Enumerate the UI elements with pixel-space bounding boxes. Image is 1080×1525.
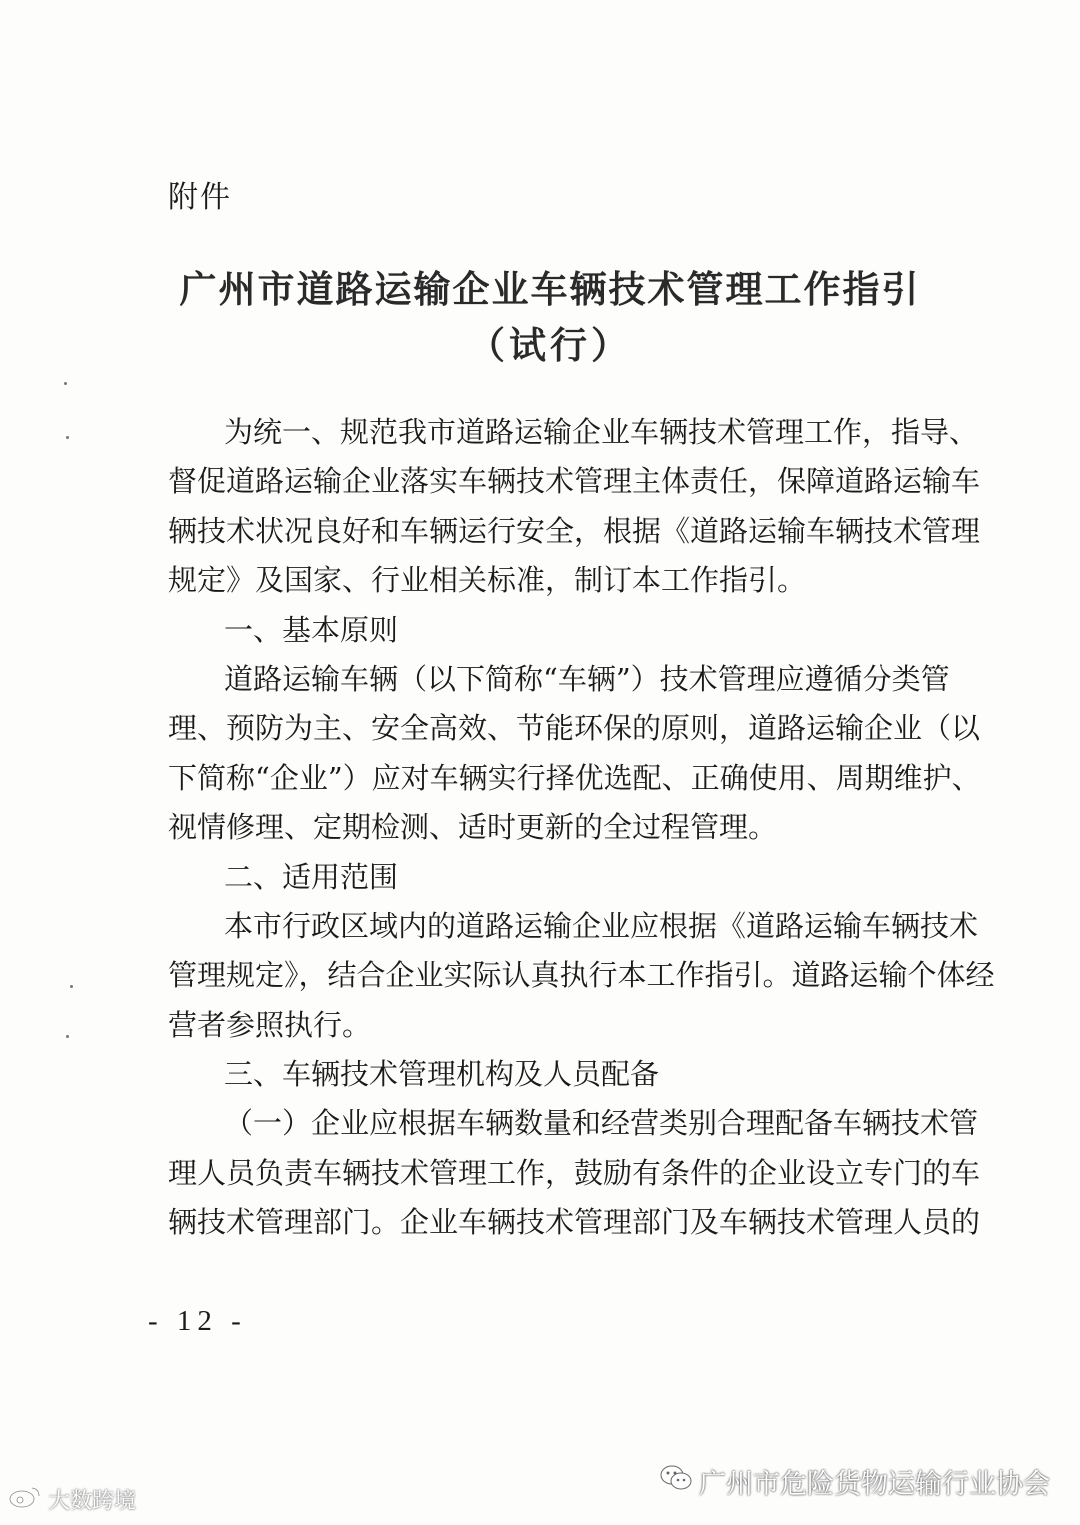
document-body bbox=[168, 408, 995, 1248]
paragraph-line: 营者参照执行。 bbox=[168, 1007, 372, 1042]
paragraph-line: 理、预防为主、安全高效、节能环保的原则，道路运输企业（以 bbox=[168, 711, 981, 746]
weibo-logo-icon bbox=[8, 1485, 42, 1515]
wechat-logo-icon bbox=[659, 1464, 693, 1499]
paragraph-line: 理人员负责车辆技术管理工作，鼓励有条件的企业设立专门的车 bbox=[168, 1155, 981, 1190]
paragraph-line: 辆技术状况良好和车辆运行安全，根据《道路运输车辆技术管理 bbox=[168, 513, 981, 548]
document-title: 广州市道路运输企业车辆技术管理工作指引 bbox=[179, 268, 921, 311]
paragraph-line: （一）企业应根据车辆数量和经营类别合理配备车辆技术管 bbox=[224, 1106, 979, 1141]
paragraph-line: 下简称“企业”）应对车辆实行择优选配、正确使用、周期维护、 bbox=[168, 760, 981, 795]
paragraph-line: 辆技术管理部门。企业车辆技术管理部门及车辆技术管理人员的 bbox=[168, 1205, 981, 1240]
scan-speck bbox=[66, 1035, 69, 1038]
paragraph-line: 道路运输车辆（以下简称“车辆”）技术管理应遵循分类管 bbox=[224, 661, 950, 696]
section-heading: 二、适用范围 bbox=[224, 859, 399, 894]
paragraph-line: 管理规定》，结合企业实际认真执行本工作指引。道路运输个体经 bbox=[168, 958, 995, 993]
paragraph-line: 督促道路运输企业落实车辆技术管理主体责任，保障道路运输车 bbox=[168, 464, 981, 499]
document-subtitle: （试行） bbox=[468, 324, 632, 367]
watermark-left bbox=[8, 1484, 136, 1515]
watermark-left-text: 大数跨境 bbox=[48, 1489, 137, 1514]
scan-speck bbox=[66, 436, 69, 439]
scan-speck bbox=[70, 985, 73, 988]
watermark-right bbox=[659, 1462, 1050, 1501]
paragraph-line: 规定》及国家、行业相关标准，制订本工作指引。 bbox=[168, 563, 807, 598]
paragraph-line: 视情修理、定期检测、适时更新的全过程管理。 bbox=[168, 810, 778, 845]
section-heading: 三、车辆技术管理机构及人员配备 bbox=[224, 1057, 660, 1092]
attachment-label: 附件 bbox=[168, 180, 232, 215]
scan-speck bbox=[64, 382, 67, 385]
paragraph-line: 为统一、规范我市道路运输企业车辆技术管理工作，指导、 bbox=[224, 415, 979, 449]
page-number: - 12 - bbox=[148, 1305, 247, 1337]
watermark-right-text: 广州市危险货物运输行业协会 bbox=[699, 1469, 1050, 1500]
paragraph-line: 本市行政区域内的道路运输企业应根据《道路运输车辆技术 bbox=[224, 908, 979, 943]
section-heading: 一、基本原则 bbox=[224, 612, 399, 647]
